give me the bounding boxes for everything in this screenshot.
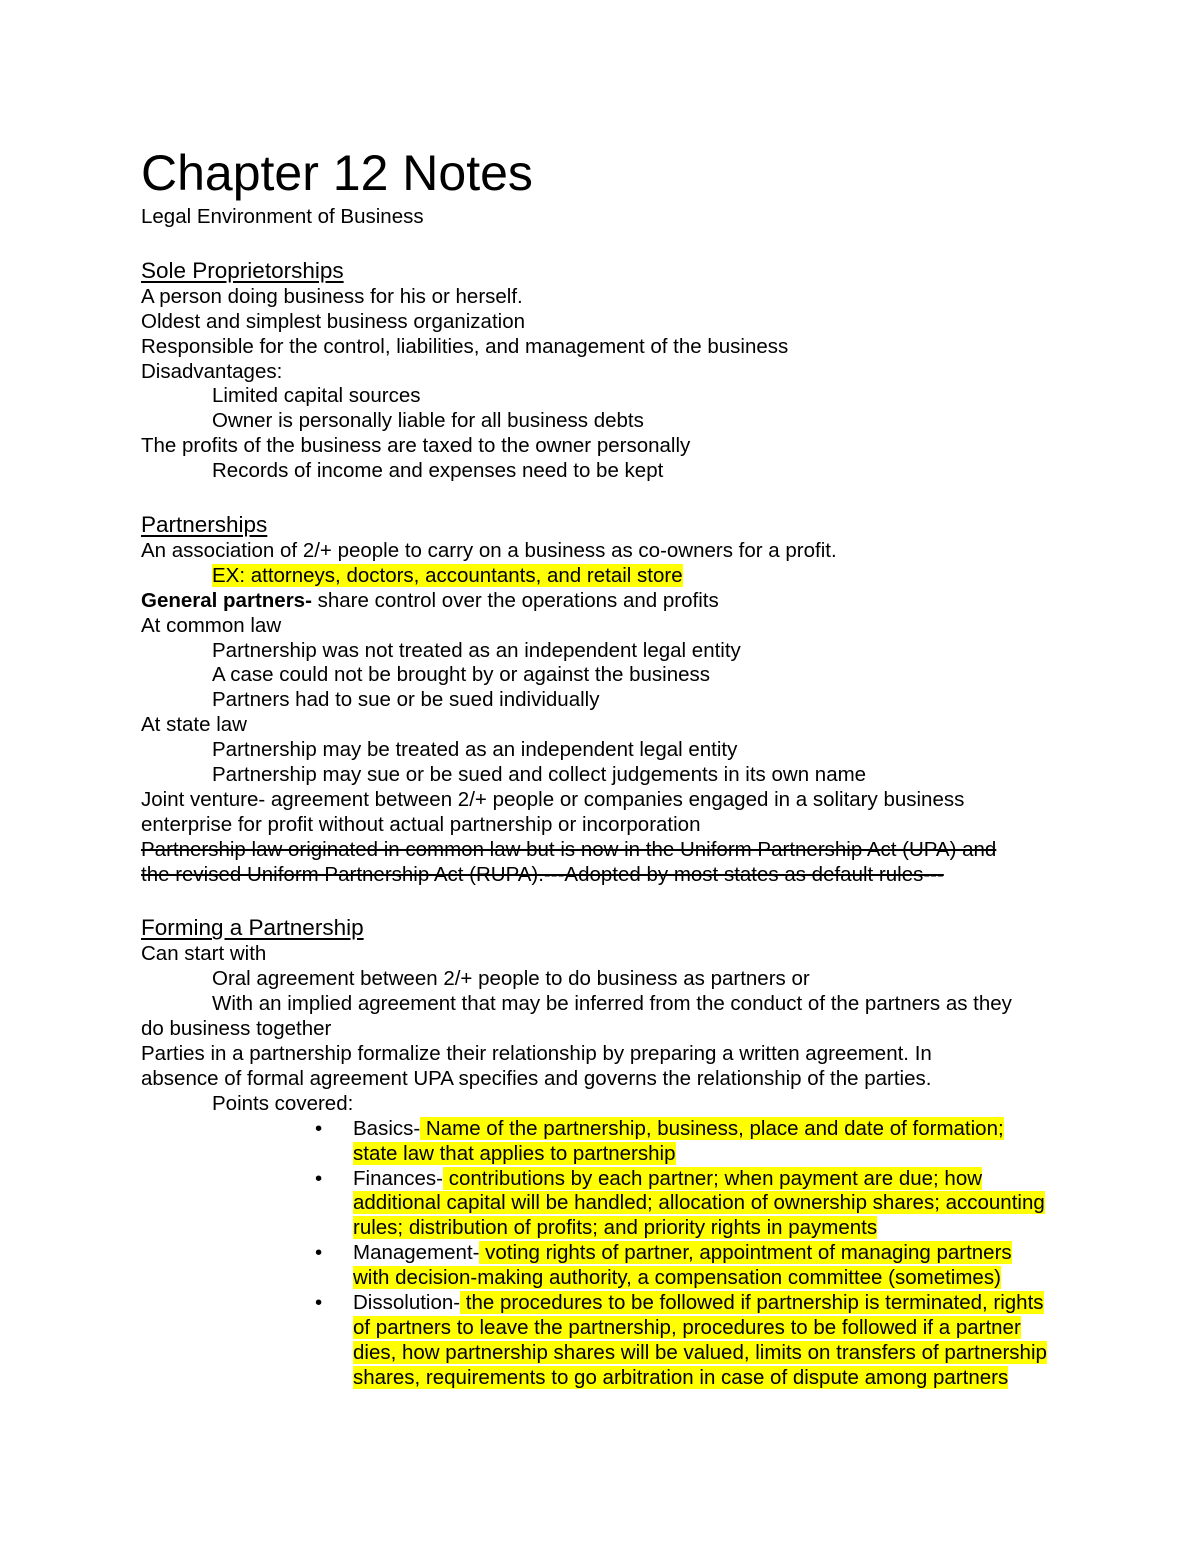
section-heading-forming-partnership: Forming a Partnership [141,915,364,941]
strikethrough-text: the revised Uniform Partnership Act (RUPA).---Adopted by most states as default rules--- [141,862,944,886]
bullet-item [141,1117,1053,1167]
bullet-icon: • [315,1241,323,1265]
text-line: Can start with [141,942,267,966]
text-line: enterprise for profit without actual partnership or incorporation [141,812,701,836]
highlighted-text: contributions by each partner; when payment are due; how additional capital will be handled; allocation of ownership shares; accounting rules; distribution of profits; and priority rights in payments [353,1166,1045,1240]
text-line [141,564,1071,589]
text-line: absence of formal agreement UPA specifies and governs the relationship of the parties. [141,1066,932,1090]
bullet-icon: • [315,1116,323,1140]
text-line: The profits of the business are taxed to the owner personally [141,434,691,458]
text-line: At state law [141,713,247,737]
highlighted-text: Name of the partnership, business, place and date of formation; state law that applies to partnership [353,1116,1004,1165]
bullet-item [141,1241,1053,1291]
text-line: Records of income and expenses need to be kept [212,459,664,483]
text-line: A case could not be brought by or against the business [212,663,711,687]
text-line: Partnership may sue or be sued and collect judgements in its own name [212,763,867,787]
text-line: A person doing business for his or herself. [141,284,523,308]
highlighted-text: the procedures to be followed if partnership is terminated, rights of partners to leave the partnership, procedures to be followed if a partner dies, how partnership shares will be valued, limits on transfers of partnership shares, requirements to go arbitration in case of dispute among partners [353,1291,1047,1389]
text-line: An association of 2/+ people to carry on a business as co-owners for a profit. [141,539,837,563]
strikethrough-text: Partnership law originated in common law but is now in the Uniform Partnership Act (UPA) and [141,837,997,861]
text-line: Partnership was not treated as an independent legal entity [212,638,741,662]
text-line: With an implied agreement that may be inferred from the conduct of the partners as they [212,992,1012,1016]
bullet-item [141,1291,1053,1391]
text-line: At common law [141,613,282,637]
section-heading-sole-proprietorships: Sole Proprietorships [141,257,344,283]
document-body [141,205,1071,1391]
bullet-icon: • [315,1166,323,1190]
bullet-label: Basics- [353,1116,421,1140]
text-line: Disadvantages: [141,359,283,383]
text-line: do business together [141,1017,332,1041]
text-line: Owner is personally liable for all business debts [212,409,644,433]
text-line: Oldest and simplest business organization [141,309,526,333]
text-line: Parties in a partnership formalize their relationship by preparing a written agreement. In [141,1042,932,1066]
text-line: Joint venture- agreement between 2/+ people or companies engaged in a solitary business [141,787,965,811]
section-heading-partnerships: Partnerships [141,512,268,538]
highlighted-text: voting rights of partner, appointment of managing partners with decision-making authority, a compensation committee (sometimes) [353,1241,1012,1290]
bullet-label: Dissolution- [353,1291,461,1315]
bullet-icon: • [315,1291,323,1315]
bullet-label: Finances- [353,1166,444,1190]
bold-term: General partners- [141,588,312,612]
bullet-label: Management- [353,1241,480,1265]
text-line: Limited capital sources [212,384,421,408]
bullet-item [141,1167,1053,1242]
text-line: Oral agreement between 2/+ people to do business as partners or [212,967,810,991]
text-line: Partners had to sue or be sued individually [212,688,600,712]
text-line: Points covered: [212,1091,354,1115]
text-line: General partners- share control over the operations and profits [141,588,719,612]
page-title: Chapter 12 Notes [141,145,533,201]
text-line: Partnership may be treated as an independent legal entity [212,738,738,762]
highlighted-text: EX: attorneys, doctors, accountants, and retail store [212,563,683,587]
text-line: Responsible for the control, liabilities, and management of the business [141,334,789,358]
subtitle: Legal Environment of Business [141,205,424,228]
